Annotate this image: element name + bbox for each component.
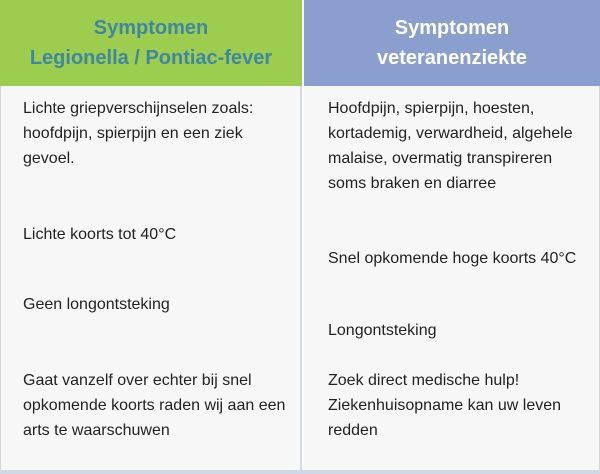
- veteranenziekte-column: [304, 0, 600, 474]
- legionella-header: [0, 0, 302, 86]
- legionella-cell-3: Geen longontsteking: [23, 296, 170, 313]
- veteranenziekte-cell-2: Snel opkomende hoge koorts 40°C: [328, 250, 577, 267]
- veteranenziekte-body: [304, 86, 600, 474]
- legionella-cell-4: Gaat vanzelf over echter bij snel opkomende koorts raden wij aan een arts te waarschuwen: [23, 372, 286, 439]
- legionella-header-text: Symptomen Legionella / Pontiac-fever: [29, 17, 273, 69]
- veteranenziekte-header-text: Symptomen veteranenziekte: [376, 17, 528, 69]
- legionella-cell-2: Lichte koorts tot 40°C: [23, 226, 177, 243]
- veteranenziekte-cell-4: Zoek direct medische hulp! Ziekenhuisopname kan uw leven redden: [328, 372, 562, 439]
- veteranenziekte-cell-1: Hoofdpijn, spierpijn, hoesten, kortademig, verwardheid, algehele malaise, overmatig transpireren soms braken en diarree: [328, 100, 573, 192]
- legionella-cell-1: Lichte griepverschijnselen zoals: hoofdpijn, spierpijn en een ziek gevoel.: [23, 100, 254, 167]
- legionella-body: [0, 86, 302, 474]
- veteranenziekte-header: [304, 0, 600, 86]
- veteranenziekte-cell-3: Longontsteking: [328, 322, 437, 339]
- table-bottom-border: [0, 470, 600, 474]
